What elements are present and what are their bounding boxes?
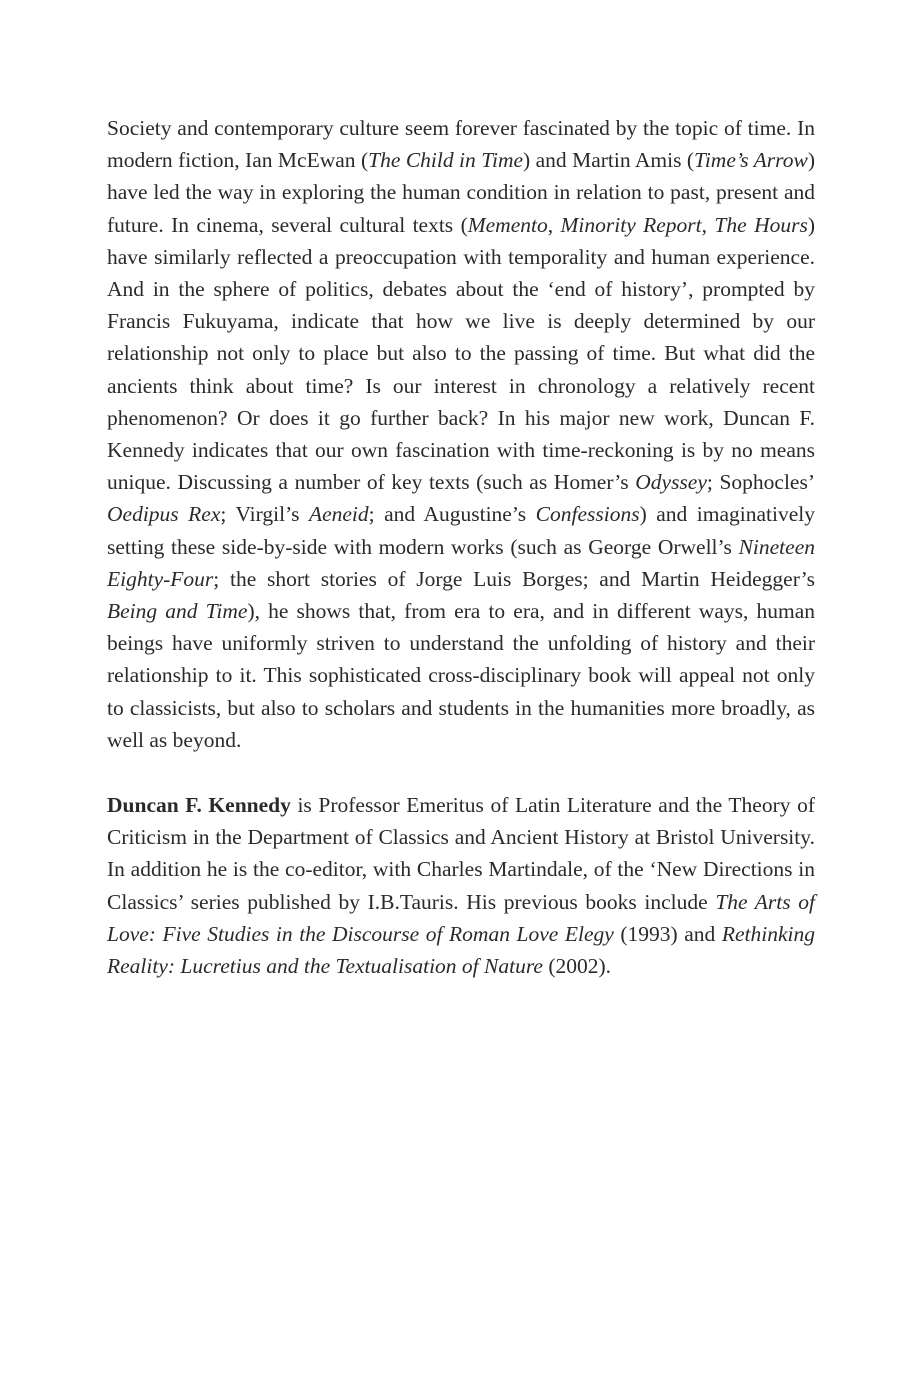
work-title-italic: Nineteen Eighty-Four [107,534,815,591]
work-title-italic: Aeneid [308,502,369,527]
blurb-text: ) have similarly reflected a preoccupation with temporality and human experience. And in the sphere of politics, debates about the ‘end of history’, prompted by Francis Fukuyama, indicate that how we live is deeply determined by our relationship not only to place but also to the passing of time. But what did the ancients think about time? Is our interest in chronology a relatively recent phenomenon? Or does it go further back? In his major new work, Duncan F. Kennedy indicates that our own fascination with time-reckoning is by no means unique. Discussing a number of key texts (such as Homer’s [107,212,815,495]
bio-text: (2002). [542,954,612,979]
bio-text: is Professor Emeritus of Latin Literature and the Theory of Criticism in the Department of Classics and Ancient History at Bristol University. In addition he is the co-editor, with Charles Martindale, of the ‘New Directions in Classics’ series published by I.B.Tauris. His previous books include [107,793,815,914]
blurb-text: ) and Martin Amis ( [523,148,695,173]
book-title-italic: The Child in Time [368,148,524,173]
back-cover-text [107,112,815,982]
blurb-text: ) have led the way in exploring the human condition in relation to past, present and future. In cinema, several cultural texts ( [107,148,815,237]
blurb-text: ), he shows that, from era to era, and in different ways, human beings have uniformly striven to understand the unfolding of history and their relationship to it. This sophisticated cross-disciplinary book will appeal not only to classicists, but also to scholars and students in the humanities more broadly, as well as beyond. [107,599,815,752]
work-title-italic: Oedipus Rex [107,502,221,527]
book-title-italic: Time’s Arrow [694,148,808,173]
work-title-italic: Odyssey [635,470,707,495]
bio-text: (1993) and [613,921,722,946]
author-bio-paragraph [107,789,815,982]
blurb-text: ; and Augustine’s [368,502,536,527]
blurb-text: , [547,212,561,237]
film-title-italic: Minority Report [560,212,702,237]
author-name: Duncan F. Kennedy [107,793,291,818]
book-title-italic: Rethinking Reality: Lucretius and the Textualisation of Nature [107,921,815,979]
blurb-text: , [701,212,715,237]
work-title-italic: Being and Time [107,599,248,624]
film-title-italic: The Hours [714,212,808,237]
work-title-italic: Confessions [535,502,640,527]
blurb-text: ; the short stories of Jorge Luis Borges; and Martin Heidegger’s [213,566,815,591]
blurb-text: Society and contemporary culture seem forever fascinated by the topic of time. In modern fiction, Ian McEwan ( [107,116,815,173]
book-blurb-paragraph [107,112,815,756]
book-title-italic: The Arts of Love: Five Studies in the Discourse of Roman Love Elegy [107,889,815,946]
blurb-text: ) and imaginatively setting these side-by-side with modern works (such as George Orwell’s [107,502,815,559]
blurb-text: ; Sophocles’ [706,470,815,495]
film-title-italic: Memento [467,212,548,237]
blurb-text: ; Virgil’s [220,502,309,527]
